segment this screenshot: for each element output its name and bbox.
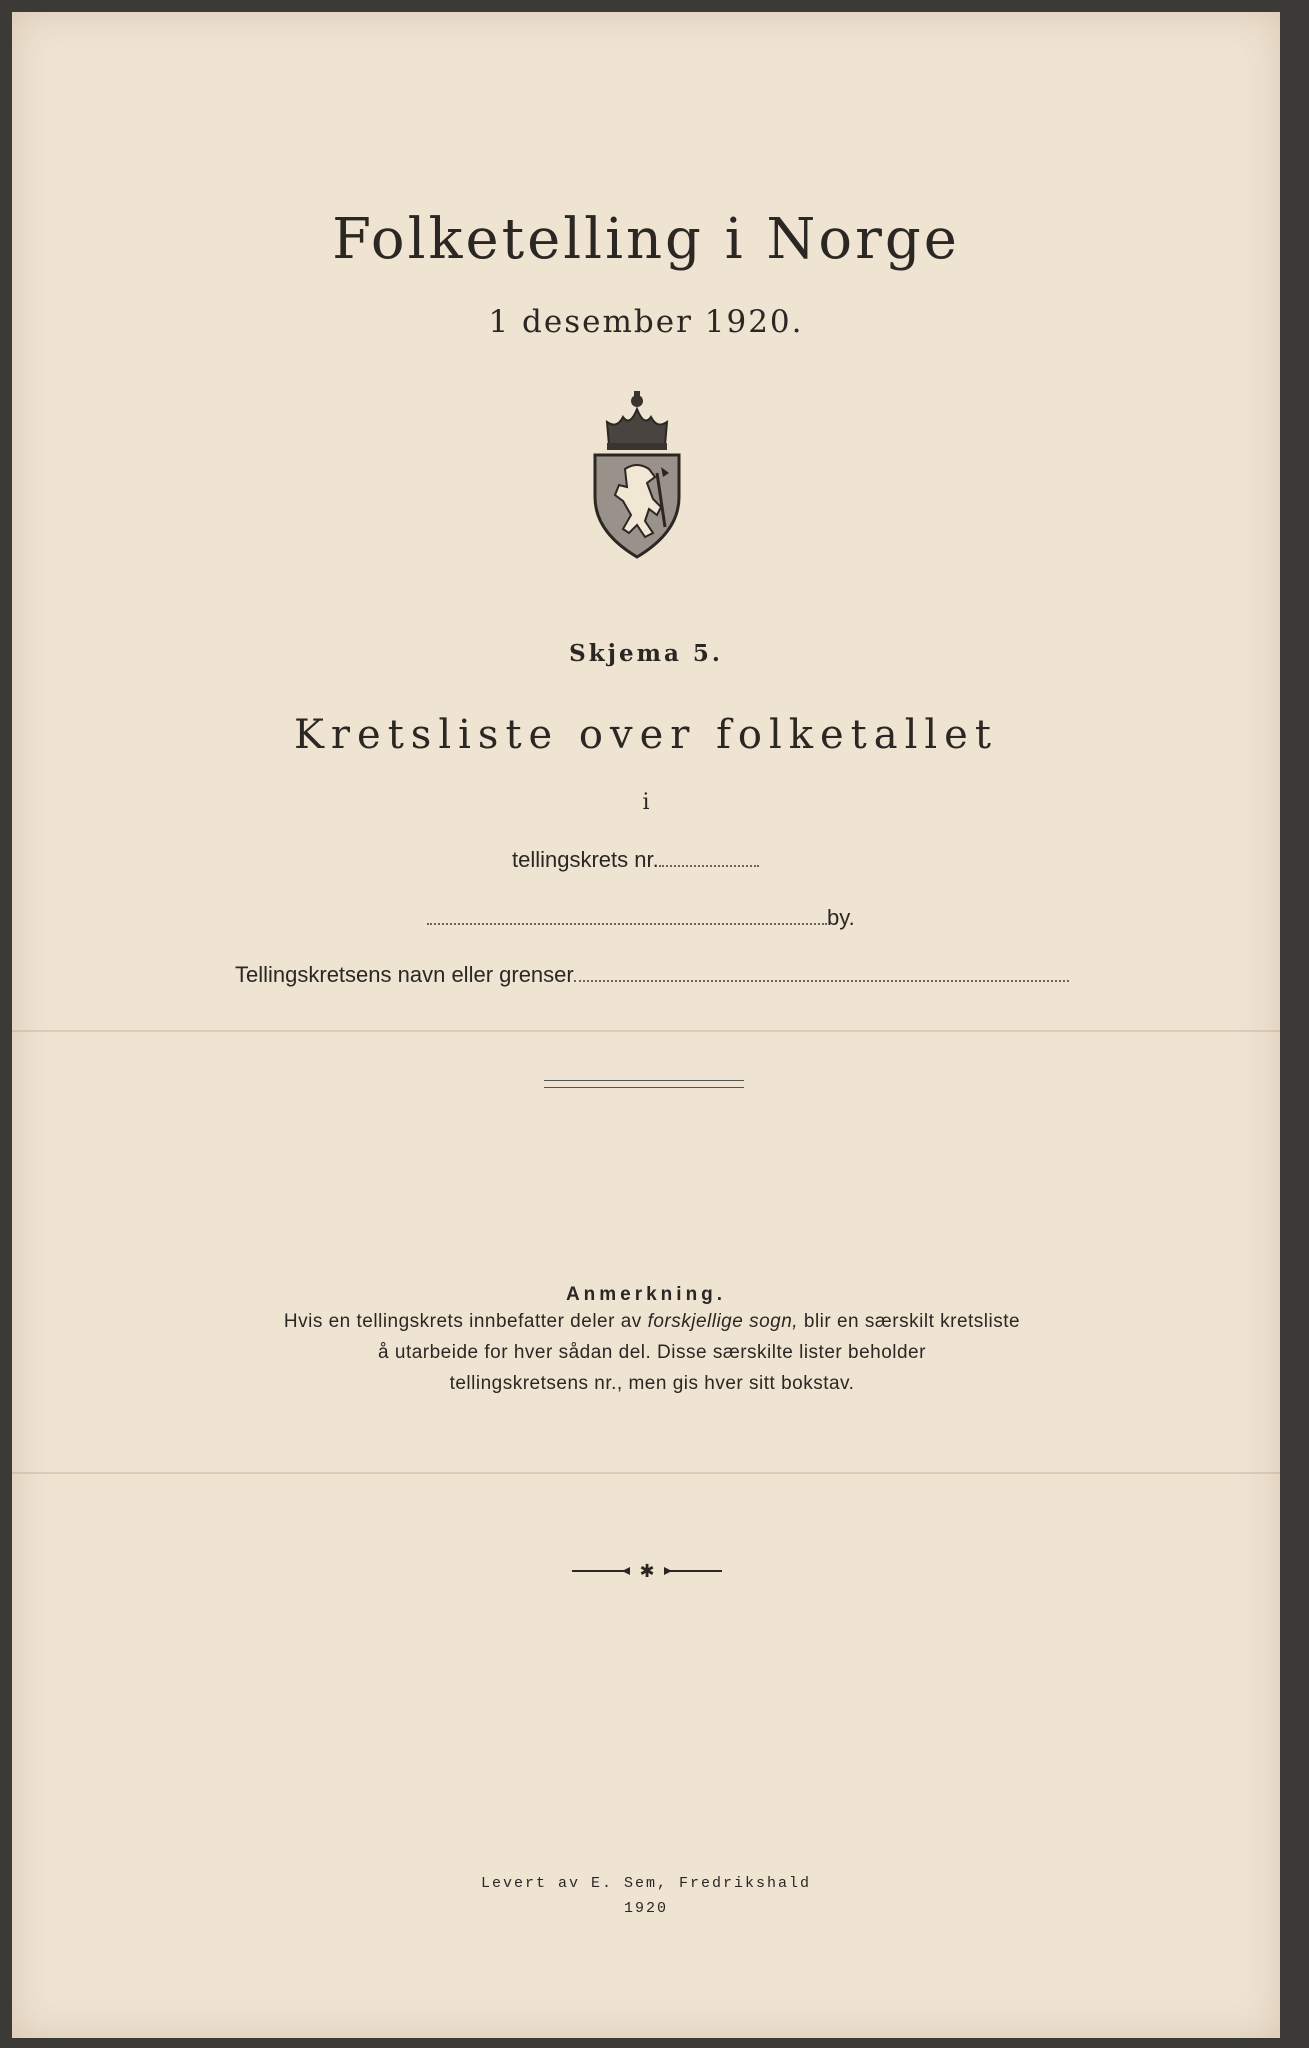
ornament-divider-icon bbox=[572, 1561, 722, 1581]
field-label: tellingskrets nr. bbox=[512, 847, 659, 872]
printer-credit: Levert av E. Sem, Fredrikshald bbox=[480, 1875, 812, 1892]
note-text bbox=[252, 1306, 1052, 1399]
page-title: Folketelling i Norge bbox=[332, 207, 960, 272]
connector-word: i bbox=[642, 790, 650, 815]
svg-text:✱: ✱ bbox=[639, 1561, 655, 1581]
field-kretsens-navn bbox=[235, 962, 1069, 988]
schema-number: Skjema 5. bbox=[569, 640, 723, 667]
norwegian-lion-crest-icon bbox=[587, 387, 687, 562]
note-line-1: Hvis en tellingskrets innbefatter deler av forskjellige sogn, blir en særskilt kretsliste bbox=[283, 1311, 1021, 1332]
note-heading: Anmerkning. bbox=[565, 1284, 727, 1305]
note-line-3: tellingskretsens nr., men gis hver sitt bokstav. bbox=[449, 1373, 855, 1394]
note-line-2: å utarbeide for hver sådan del. Disse særskilte lister beholder bbox=[378, 1342, 926, 1363]
fill-in-line bbox=[427, 923, 827, 925]
census-date: 1 desember 1920. bbox=[488, 304, 804, 340]
paper-fold-line bbox=[12, 1472, 1280, 1474]
field-label: by. bbox=[827, 905, 855, 930]
census-form-page bbox=[12, 12, 1280, 2038]
fill-in-line bbox=[659, 865, 759, 867]
printer-year: 1920 bbox=[623, 1900, 668, 1917]
fill-in-line bbox=[574, 980, 1069, 982]
field-label: Tellingskretsens navn eller grenser bbox=[235, 962, 574, 987]
form-heading: Kretsliste over folketallet bbox=[294, 712, 998, 758]
field-tellingskrets-nr bbox=[512, 847, 759, 873]
paper-fold-line bbox=[12, 1030, 1280, 1032]
field-by bbox=[427, 905, 855, 931]
double-rule-separator bbox=[544, 1080, 744, 1088]
